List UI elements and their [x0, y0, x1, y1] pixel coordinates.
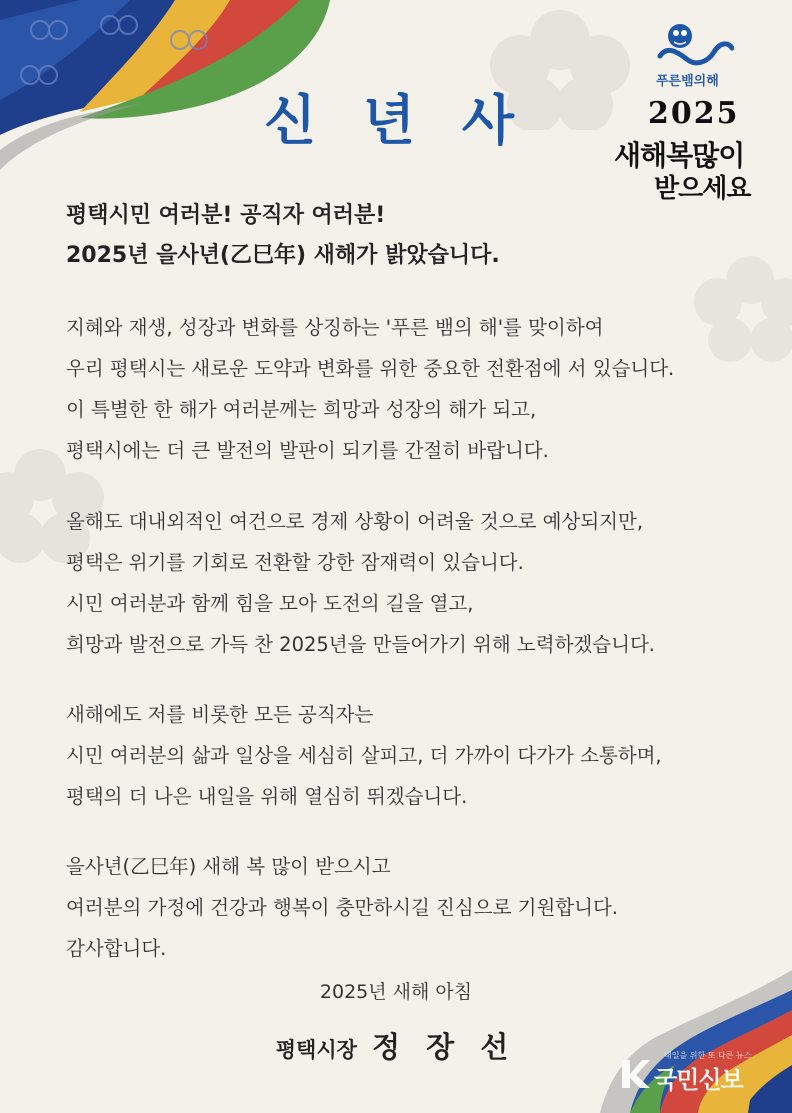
- paragraph-line: 평택시에는 더 큰 발전의 발판이 되기를 간절히 바랍니다.: [66, 439, 549, 462]
- logo-line-1: 새해복많이: [614, 139, 745, 172]
- paragraph-line: 감사합니다.: [66, 937, 167, 960]
- paragraph-line: 이 특별한 한 해가 여러분께는 희망과 성장의 해가 되고,: [66, 398, 537, 421]
- paragraph-line: 올해도 대내외적인 여건으로 경제 상황이 어려울 것으로 예상되지만,: [66, 510, 644, 533]
- signature-name: 정 장 선: [372, 1030, 517, 1064]
- logo-subtitle: 푸른뱀의해: [656, 74, 719, 89]
- signature-title: 평택시장: [275, 1038, 357, 1062]
- paragraph-line: 시민 여러분과 함께 힘을 모아 도전의 길을 열고,: [66, 592, 474, 615]
- greeting-line: 평택시민 여러분! 공직자 여러분!: [66, 203, 386, 228]
- paragraph-1: [66, 307, 674, 471]
- logo-year: 2025: [648, 96, 740, 131]
- paragraph-line: 희망과 발전으로 가득 찬 2025년을 만들어가기 위해 노력하겠습니다.: [66, 633, 655, 656]
- paragraph-3: [66, 694, 662, 817]
- greeting-line: 2025년 을사년(乙巳年) 새해가 밝았습니다.: [66, 243, 500, 268]
- page-title: 신 년 사: [263, 89, 529, 152]
- paragraph-line: 여러분의 가정에 건강과 행복이 충만하시길 진심으로 기원합니다.: [66, 896, 618, 919]
- watermark-tagline: 내일을 위한 또 다른 뉴스: [664, 1051, 752, 1060]
- logo-line-2: 받으세요: [654, 174, 751, 204]
- greeting: [66, 196, 500, 276]
- date-line: 2025년 새해 아침: [319, 981, 473, 1003]
- paragraph-line: 시민 여러분의 삶과 일상을 세심히 살피고, 더 가까이 다가가 소통하며,: [66, 744, 662, 767]
- paragraph-line: 우리 평택시는 새로운 도약과 변화를 위한 중요한 전환점에 서 있습니다.: [66, 357, 675, 380]
- news-watermark: [618, 1048, 788, 1098]
- watermark-name: 국민신보: [654, 1066, 743, 1094]
- new-year-logo: [608, 18, 778, 208]
- paragraph-line: 새해에도 저를 비롯한 모든 공직자는: [66, 703, 374, 726]
- flower-watermark-right: [690, 250, 792, 370]
- paragraph-2: [66, 501, 655, 665]
- news-logo-icon: [618, 1056, 652, 1090]
- paragraph-line: 평택의 더 나은 내일을 위해 열심히 뛰겠습니다.: [66, 785, 468, 808]
- paragraph-line: 지혜와 재생, 성장과 변화를 상징하는 '푸른 뱀의 해'를 맞이하여: [66, 316, 604, 339]
- paragraph-line: 평택은 위기를 기회로 전환할 강한 잠재력이 있습니다.: [66, 551, 524, 574]
- paragraph-4: [66, 846, 618, 969]
- paragraph-line: 을사년(乙巳年) 새해 복 많이 받으시고: [66, 855, 391, 878]
- blue-snake-icon: [654, 18, 734, 70]
